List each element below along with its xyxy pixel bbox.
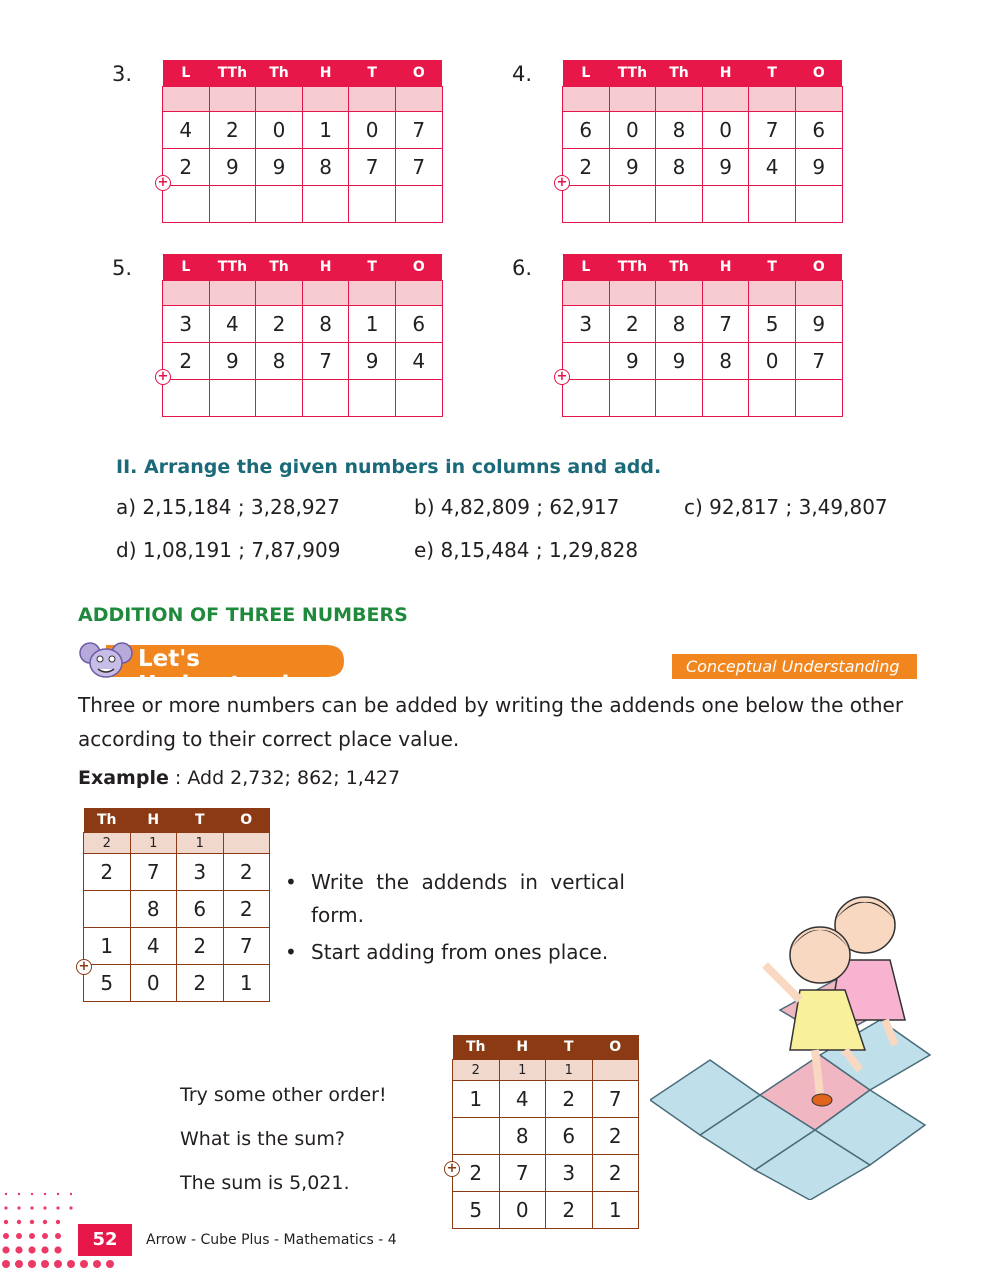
sum-row	[563, 380, 843, 417]
digit-cell: 3	[163, 306, 210, 343]
column-header: T	[546, 1035, 593, 1060]
digit-cell: 4	[749, 149, 796, 186]
answer-cell[interactable]	[163, 380, 210, 417]
digit-cell: 8	[302, 306, 349, 343]
digit-cell: 7	[395, 149, 442, 186]
digit-cell: 8	[702, 343, 749, 380]
addend-row	[84, 928, 270, 965]
digit-cell: 2	[177, 928, 224, 965]
hopscotch-girls-illustration	[650, 880, 940, 1200]
column-header: Th	[84, 808, 131, 833]
digit-cell: 9	[702, 149, 749, 186]
column-header: T	[349, 254, 396, 281]
answer-cell[interactable]	[656, 380, 703, 417]
column-header: O	[795, 254, 842, 281]
exercise-b: b) 4,82,809 ; 62,917	[414, 495, 620, 519]
digit-cell: 8	[130, 891, 177, 928]
digit-cell: 4	[395, 343, 442, 380]
answer-cell[interactable]	[349, 380, 396, 417]
digit-cell: 9	[795, 149, 842, 186]
carry-cell[interactable]	[795, 281, 842, 306]
carry-cell[interactable]	[395, 87, 442, 112]
answer-cell[interactable]	[395, 186, 442, 223]
steps-list	[285, 866, 625, 969]
digit-cell: 2	[163, 149, 210, 186]
carry-cell[interactable]	[163, 87, 210, 112]
digit-cell: 0	[609, 112, 656, 149]
sum-row	[453, 1192, 639, 1229]
footer-title: Arrow - Cube Plus - Mathematics - 4	[146, 1232, 397, 1248]
carry-cell: 1	[177, 833, 224, 854]
header-row	[563, 254, 843, 281]
column-header: TTh	[209, 60, 256, 87]
sum-cell: 0	[499, 1192, 546, 1229]
column-header: T	[749, 254, 796, 281]
digit-cell: 9	[609, 149, 656, 186]
digit-cell: 1	[84, 928, 131, 965]
sum-cell: 1	[592, 1192, 639, 1229]
digit-cell: 2	[592, 1118, 639, 1155]
column-header: H	[702, 60, 749, 87]
problem-6-number: 6.	[512, 256, 533, 280]
answer-cell[interactable]	[702, 186, 749, 223]
problem-4-number: 4.	[512, 62, 533, 86]
digit-cell: 0	[256, 112, 303, 149]
answer-cell[interactable]	[209, 380, 256, 417]
lets-understand-label: Let's Understand	[138, 646, 290, 698]
answer-cell[interactable]	[209, 186, 256, 223]
digit-cell: 2	[256, 306, 303, 343]
answer-cell[interactable]	[302, 380, 349, 417]
column-header: Th	[656, 254, 703, 281]
column-header: O	[592, 1035, 639, 1060]
answer-cell[interactable]	[795, 186, 842, 223]
column-header: H	[499, 1035, 546, 1060]
carry-cell[interactable]	[656, 281, 703, 306]
carry-cell[interactable]	[795, 87, 842, 112]
sum-cell: 5	[84, 965, 131, 1002]
column-header: H	[302, 254, 349, 281]
exercise-e: e) 8,15,484 ; 1,29,828	[414, 538, 639, 562]
digit-cell: 6	[546, 1118, 593, 1155]
carry-cell[interactable]	[256, 281, 303, 306]
exercise-d: d) 1,08,191 ; 7,87,909	[116, 538, 341, 562]
example-table-1	[83, 808, 270, 1002]
example-table-2	[452, 1035, 639, 1229]
digit-cell: 2	[546, 1081, 593, 1118]
digit-cell: 9	[256, 149, 303, 186]
plus-sign: +	[554, 175, 570, 191]
digit-cell: 2	[592, 1155, 639, 1192]
carry-cell: 1	[499, 1060, 546, 1081]
problem-5-number: 5.	[112, 256, 133, 280]
digit-cell: 0	[349, 112, 396, 149]
digit-cell: 2	[223, 854, 270, 891]
plus-sign: +	[554, 369, 570, 385]
carry-cell[interactable]	[209, 281, 256, 306]
answer-cell[interactable]	[656, 186, 703, 223]
example-line	[78, 767, 400, 789]
column-header: H	[702, 254, 749, 281]
step-text: Write the addends in vertical form.	[311, 870, 625, 927]
digit-cell: 7	[749, 112, 796, 149]
try-line-2: What is the sum?	[180, 1128, 345, 1150]
digit-cell: 7	[702, 306, 749, 343]
carry-cell[interactable]	[302, 87, 349, 112]
answer-cell[interactable]	[349, 186, 396, 223]
answer-cell[interactable]	[163, 186, 210, 223]
column-header: Th	[256, 254, 303, 281]
addend-row	[84, 854, 270, 891]
conceptual-understanding-badge: Conceptual Understanding	[672, 654, 917, 679]
header-row	[453, 1035, 639, 1060]
section-ii-heading: II. Arrange the given numbers in columns and add.	[116, 456, 662, 478]
exercise-a: a) 2,15,184 ; 3,28,927	[116, 495, 340, 519]
digit-cell: 7	[592, 1081, 639, 1118]
digit-cell: 1	[349, 306, 396, 343]
carry-cell[interactable]	[395, 281, 442, 306]
carry-cell[interactable]	[349, 281, 396, 306]
try-line-1: Try some other order!	[180, 1084, 387, 1106]
digit-cell: 6	[563, 112, 610, 149]
section-heading: ADDITION OF THREE NUMBERS	[78, 604, 408, 626]
addend-row	[163, 343, 443, 380]
sum-row	[163, 380, 443, 417]
column-header: T	[177, 808, 224, 833]
sum-cell: 1	[223, 965, 270, 1002]
column-header: H	[130, 808, 177, 833]
carry-cell[interactable]	[609, 87, 656, 112]
carry-cell: 1	[130, 833, 177, 854]
digit-cell: 2	[609, 306, 656, 343]
carry-cell[interactable]	[749, 281, 796, 306]
problem-3-table	[162, 60, 443, 223]
carry-cell[interactable]	[349, 87, 396, 112]
addend-row	[163, 149, 443, 186]
digit-cell: 8	[656, 149, 703, 186]
answer-cell[interactable]	[256, 380, 303, 417]
answer-cell[interactable]	[795, 380, 842, 417]
carry-cell[interactable]	[302, 281, 349, 306]
digit-cell: 8	[499, 1118, 546, 1155]
problem-6-table	[562, 254, 843, 417]
digit-cell: 4	[163, 112, 210, 149]
carry-row	[563, 87, 843, 112]
digit-cell: 8	[656, 112, 703, 149]
example-label: Example	[78, 767, 169, 789]
digit-cell: 9	[795, 306, 842, 343]
addend-row	[563, 112, 843, 149]
digit-cell: 3	[177, 854, 224, 891]
digit-cell: 6	[395, 306, 442, 343]
carry-row	[163, 281, 443, 306]
sum-row	[163, 186, 443, 223]
header-row	[563, 60, 843, 87]
digit-cell: 4	[499, 1081, 546, 1118]
answer-cell[interactable]	[749, 186, 796, 223]
column-header: L	[163, 60, 210, 87]
carry-row	[453, 1060, 639, 1081]
carry-cell: 1	[546, 1060, 593, 1081]
try-line-3: The sum is 5,021.	[180, 1172, 350, 1194]
answer-cell[interactable]	[749, 380, 796, 417]
step-item: • Write the addends in vertical form.	[285, 866, 625, 932]
carry-row	[84, 833, 270, 854]
answer-cell[interactable]	[702, 380, 749, 417]
digit-cell: 6	[795, 112, 842, 149]
digit-cell: 7	[130, 854, 177, 891]
answer-cell[interactable]	[302, 186, 349, 223]
addend-row	[453, 1155, 639, 1192]
digit-cell: 9	[349, 343, 396, 380]
problem-3-number: 3.	[112, 62, 133, 86]
digit-cell: 2	[453, 1155, 500, 1192]
column-header: TTh	[609, 254, 656, 281]
digit-cell: 2	[163, 343, 210, 380]
column-header: L	[563, 60, 610, 87]
page-number: 52	[78, 1224, 132, 1256]
digit-cell: 2	[209, 112, 256, 149]
carry-cell[interactable]	[563, 281, 610, 306]
plus-sign: +	[444, 1161, 460, 1177]
addend-row	[453, 1081, 639, 1118]
step-item: • Start adding from ones place.	[285, 936, 625, 969]
column-header: T	[349, 60, 396, 87]
digit-cell: 2	[84, 854, 131, 891]
digit-cell: 6	[177, 891, 224, 928]
digit-cell: 3	[546, 1155, 593, 1192]
digit-cell: 7	[223, 928, 270, 965]
carry-cell	[592, 1060, 639, 1081]
answer-cell[interactable]	[395, 380, 442, 417]
carry-cell[interactable]	[209, 87, 256, 112]
exercise-c: c) 92,817 ; 3,49,807	[684, 495, 888, 519]
digit-cell: 7	[395, 112, 442, 149]
lets-understand-banner	[76, 641, 346, 698]
column-header: T	[749, 60, 796, 87]
answer-cell[interactable]	[563, 186, 610, 223]
carry-cell[interactable]	[702, 281, 749, 306]
column-header: L	[163, 254, 210, 281]
digit-cell: 9	[209, 149, 256, 186]
carry-cell[interactable]	[163, 281, 210, 306]
header-row	[163, 254, 443, 281]
sum-row	[563, 186, 843, 223]
plus-sign: +	[155, 369, 171, 385]
sum-row	[84, 965, 270, 1002]
column-header: Th	[256, 60, 303, 87]
carry-cell	[223, 833, 270, 854]
digit-cell	[453, 1118, 500, 1155]
digit-cell: 8	[302, 149, 349, 186]
column-header: TTh	[609, 60, 656, 87]
carry-cell: 2	[84, 833, 131, 854]
addend-row	[563, 149, 843, 186]
sum-cell: 2	[546, 1192, 593, 1229]
column-header: TTh	[209, 254, 256, 281]
digit-cell: 9	[656, 343, 703, 380]
addend-row	[163, 112, 443, 149]
addend-row	[84, 891, 270, 928]
column-header: Th	[656, 60, 703, 87]
digit-cell: 7	[302, 343, 349, 380]
carry-cell[interactable]	[256, 87, 303, 112]
answer-cell[interactable]	[609, 380, 656, 417]
problem-5-table	[162, 254, 443, 417]
column-header: O	[223, 808, 270, 833]
carry-cell: 2	[453, 1060, 500, 1081]
column-header: L	[563, 254, 610, 281]
digit-cell: 9	[209, 343, 256, 380]
plus-sign: +	[76, 959, 92, 975]
addend-row	[163, 306, 443, 343]
digit-cell: 7	[499, 1155, 546, 1192]
carry-cell[interactable]	[749, 87, 796, 112]
carry-row	[563, 281, 843, 306]
answer-cell[interactable]	[609, 186, 656, 223]
digit-cell: 7	[349, 149, 396, 186]
example-text: : Add 2,732; 862; 1,427	[168, 767, 401, 789]
sum-cell: 0	[130, 965, 177, 1002]
addend-row	[563, 306, 843, 343]
digit-cell: 9	[609, 343, 656, 380]
intro-paragraph: Three or more numbers can be added by writing the addends one below the other according to their correct place value.	[78, 693, 904, 751]
digit-cell	[84, 891, 131, 928]
digit-cell: 0	[749, 343, 796, 380]
sum-cell: 5	[453, 1192, 500, 1229]
carry-row	[163, 87, 443, 112]
digit-cell: 5	[749, 306, 796, 343]
addend-row	[563, 343, 843, 380]
digit-cell: 4	[209, 306, 256, 343]
header-row	[84, 808, 270, 833]
addend-row	[453, 1118, 639, 1155]
column-header: O	[395, 60, 442, 87]
problem-4-table	[562, 60, 843, 223]
sum-cell: 2	[177, 965, 224, 1002]
carry-cell[interactable]	[702, 87, 749, 112]
carry-cell[interactable]	[609, 281, 656, 306]
step-text: Start adding from ones place.	[311, 940, 609, 964]
digit-cell: 3	[563, 306, 610, 343]
digit-cell: 4	[130, 928, 177, 965]
digit-cell: 2	[563, 149, 610, 186]
column-header: H	[302, 60, 349, 87]
answer-cell[interactable]	[256, 186, 303, 223]
column-header: O	[395, 254, 442, 281]
digit-cell: 8	[656, 306, 703, 343]
digit-cell: 1	[302, 112, 349, 149]
column-header: O	[795, 60, 842, 87]
digit-cell: 0	[702, 112, 749, 149]
digit-cell: 2	[223, 891, 270, 928]
header-row	[163, 60, 443, 87]
column-header: Th	[453, 1035, 500, 1060]
digit-cell: 1	[453, 1081, 500, 1118]
digit-cell: 8	[256, 343, 303, 380]
carry-cell[interactable]	[563, 87, 610, 112]
answer-cell[interactable]	[563, 380, 610, 417]
digit-cell: 7	[795, 343, 842, 380]
carry-cell[interactable]	[656, 87, 703, 112]
plus-sign: +	[155, 175, 171, 191]
